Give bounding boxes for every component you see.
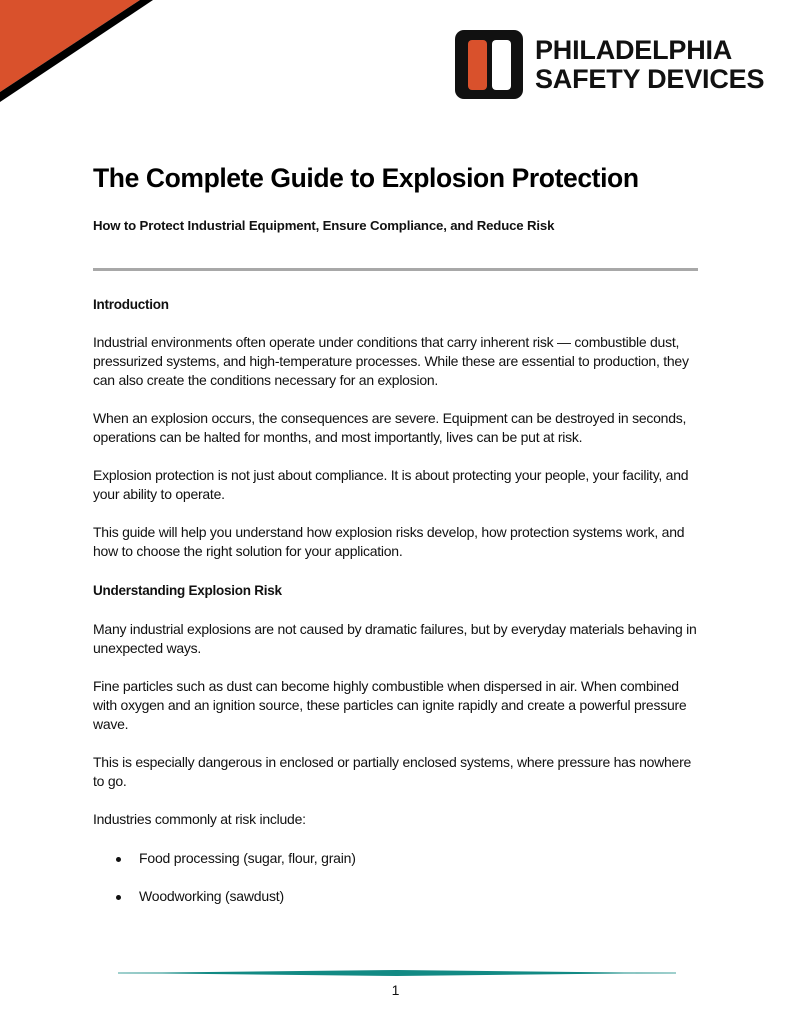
- paragraph: Explosion protection is not just about compliance. It is about protecting your people, your facility, and your ability to operate.: [93, 467, 689, 502]
- logo-wordmark: [535, 36, 764, 94]
- logo-mark-icon: [455, 30, 523, 99]
- section-heading-understanding-risk: Understanding Explosion Risk: [93, 583, 282, 598]
- list-item: [93, 887, 698, 906]
- paragraph: When an explosion occurs, the consequences are severe. Equipment can be destroyed in seconds, operations can be halted for months, and most importantly, lives can be put at risk.: [93, 410, 687, 445]
- paragraph: Industries commonly at risk include:: [93, 811, 306, 827]
- list-item-text: Food processing (sugar, flour, grain): [139, 850, 356, 866]
- industries-list: [93, 849, 698, 906]
- page-number: 1: [391, 982, 400, 998]
- section-heading-introduction: Introduction: [93, 297, 169, 312]
- list-item-text: Woodworking (sawdust): [139, 888, 284, 904]
- logo-bar-white: [492, 40, 511, 90]
- corner-accent-graphic: [0, 0, 160, 110]
- paragraph: This guide will help you understand how explosion risks develop, how protection systems work, and how to choose the right solution for your application.: [93, 524, 685, 559]
- paragraph: This is especially dangerous in enclosed or partially enclosed systems, where pressure has nowhere to go.: [93, 754, 692, 789]
- list-item: [93, 849, 698, 868]
- footer-divider: [118, 970, 676, 976]
- title-divider: [93, 268, 698, 271]
- logo-line-2: SAFETY DEVICES: [535, 63, 765, 94]
- paragraph: Many industrial explosions are not caused by dramatic failures, but by everyday materials behaving in unexpected ways.: [93, 621, 697, 656]
- document-subtitle: How to Protect Industrial Equipment, Ensure Compliance, and Reduce Risk: [93, 218, 555, 233]
- bullet-icon: [116, 895, 121, 900]
- logo-bar-orange: [468, 40, 487, 90]
- paragraph: Industrial environments often operate under conditions that carry inherent risk — combustible dust, pressurized systems, and high-temperature processes. While these are essential to production, they can also create the conditions necessary for an explosion.: [93, 334, 689, 388]
- company-logo: [455, 30, 764, 99]
- document-title: The Complete Guide to Explosion Protection: [93, 163, 639, 193]
- bullet-icon: [116, 857, 121, 862]
- paragraph: Fine particles such as dust can become highly combustible when dispersed in air. When combined with oxygen and an ignition source, these particles can ignite rapidly and create a powerful pressure wave.: [93, 678, 687, 732]
- logo-line-1: PHILADELPHIA: [535, 34, 733, 65]
